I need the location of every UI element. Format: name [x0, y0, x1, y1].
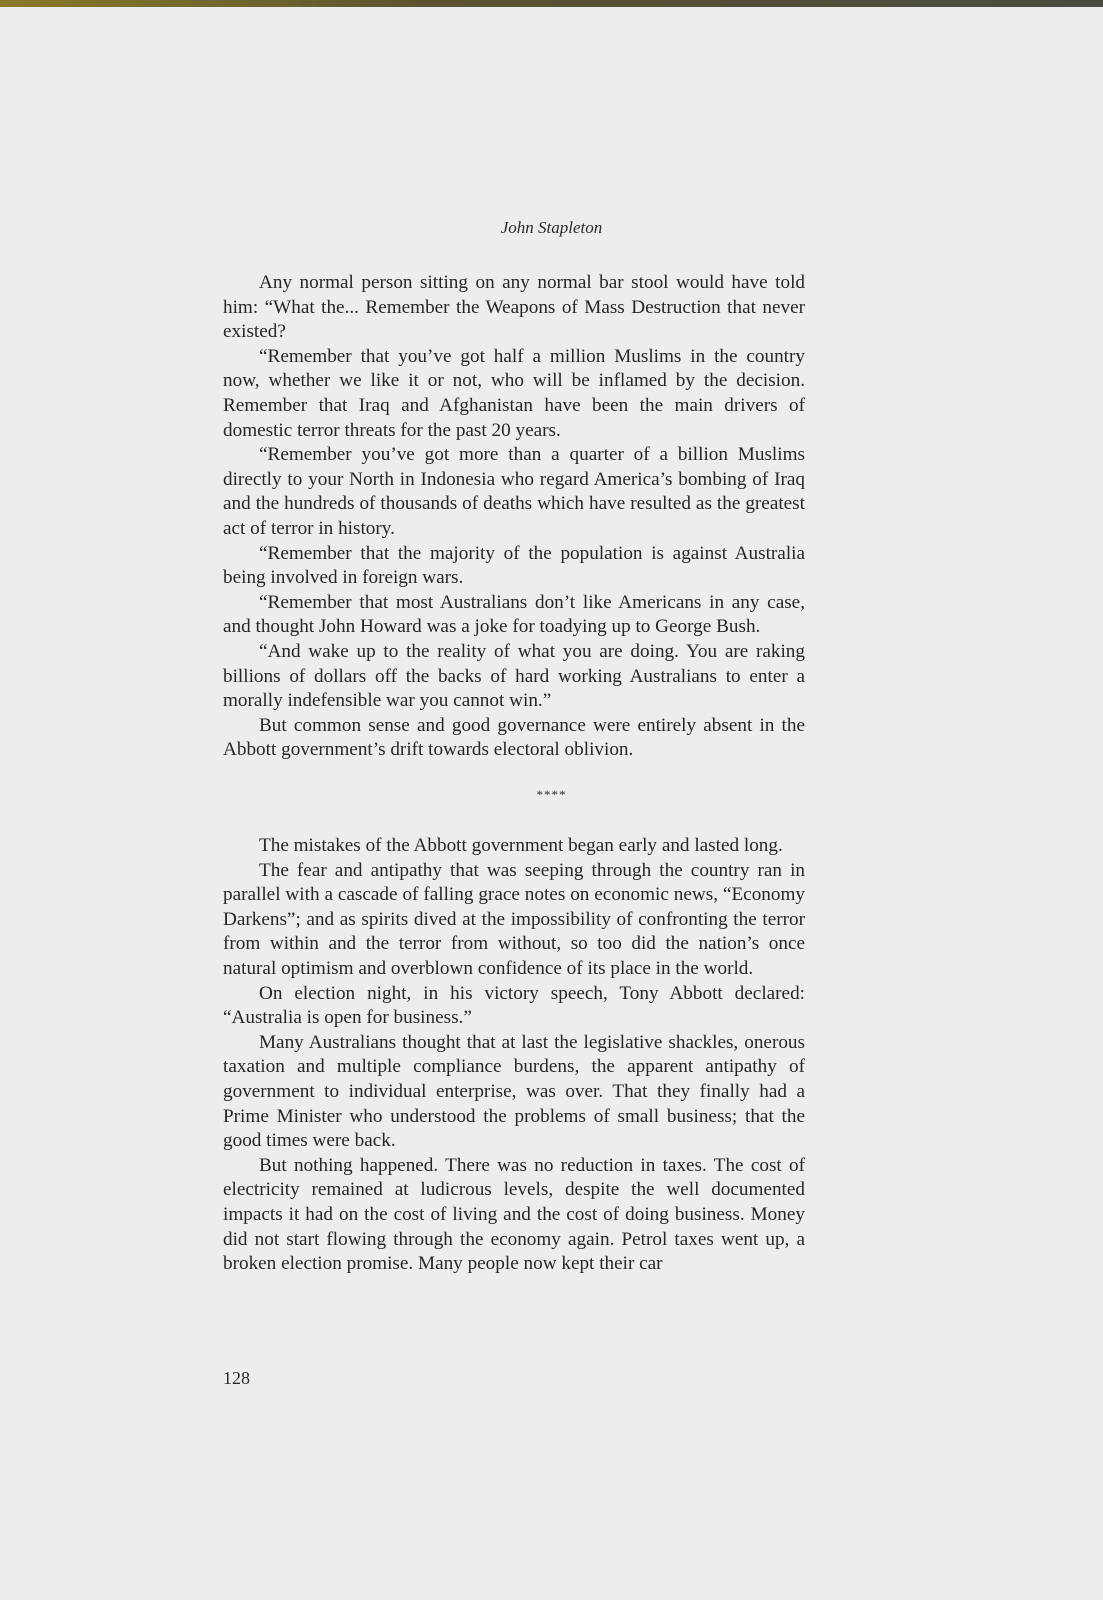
book-page	[0, 7, 1103, 1600]
paragraph: Any normal person sitting on any normal bar stool would have told him: “What the... Remember the Weapons of Mass Destruction that never existed?	[223, 272, 805, 343]
paragraph: “And wake up to the reality of what you are doing. You are raking billions of dollars off the backs of hard working Australians to enter a morally indefensible war you cannot win.”	[223, 640, 805, 712]
body-text-top	[223, 271, 805, 763]
paragraph: The mistakes of the Abbott government began early and lasted long.	[259, 835, 783, 856]
running-head: John Stapleton	[500, 218, 603, 237]
page-number: 128	[223, 1368, 250, 1388]
paragraph: “Remember that the majority of the population is against Australia being involved in foreign wars.	[223, 542, 805, 589]
paragraph: “Remember that you’ve got half a million Muslims in the country now, whether we like it or not, who will be inflamed by the decision. Remember that Iraq and Afghanistan have been the main drivers of domestic terror threats for the past 20 years.	[223, 345, 805, 441]
section-break: ****	[536, 787, 567, 802]
scan-edge	[0, 0, 1103, 7]
paragraph: But common sense and good governance were entirely absent in the Abbott government’s drift towards electoral oblivion.	[223, 714, 805, 761]
paragraph: Many Australians thought that at last the legislative shackles, onerous taxation and multiple compliance burdens, the apparent antipathy of government to individual enterprise, was over. That they finally had a Prime Minister who understood the problems of small business; that the good times were back.	[223, 1031, 805, 1152]
paragraph: But nothing happened. There was no reduction in taxes. The cost of electricity remained at ludicrous levels, despite the well documented impacts it had on the cost of living and the cost of doing business. Money did not start flowing through the economy again. Petrol taxes went up, a broken election promise. Many people now kept their car	[223, 1154, 805, 1275]
paragraph: On election night, in his victory speech, Tony Abbott declared: “Australia is open for business.”	[223, 982, 805, 1029]
paragraph: “Remember you’ve got more than a quarter of a billion Muslims directly to your North in Indonesia who regard America’s bombing of Iraq and the hundreds of thousands of deaths which have resulted as the greatest act of terror in history.	[223, 444, 805, 539]
paragraph: “Remember that most Australians don’t like Americans in any case, and thought John Howard was a joke for toadying up to George Bush.	[223, 591, 805, 638]
body-text-bottom	[223, 834, 805, 1277]
paragraph: The fear and antipathy that was seeping through the country ran in parallel with a cascade of falling grace notes on economic news, “Economy Darkens”; and as spirits dived at the impossibility of confronting the terror from within and the terror from without, so too did the nation’s once natural optimism and overblown confidence of its place in the world.	[223, 859, 805, 979]
